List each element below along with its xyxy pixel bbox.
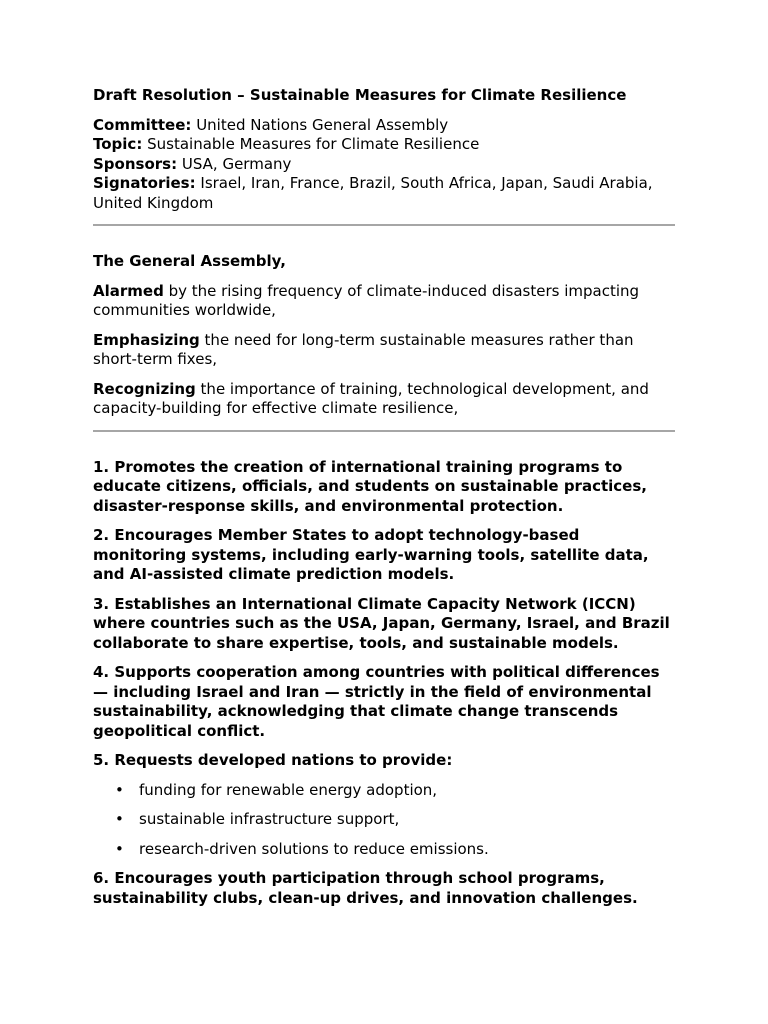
committee-value: United Nations General Assembly: [196, 115, 449, 134]
preamble-heading: The General Assembly,: [93, 252, 286, 270]
committee-line: [93, 116, 675, 136]
operative-clause-2: 2. Encourages Member States to adopt technology-based monitoring systems, including early-warning tools, satellite data, and AI-assisted climate prediction models.: [93, 526, 649, 583]
list-item: [93, 781, 675, 801]
committee-label: Committee:: [93, 115, 192, 134]
clause-5-bullet-list: [93, 781, 675, 860]
operative-clause-4: 4. Supports cooperation among countries with political differences — including Israel and Iran — strictly in the field of environmental sustainability, acknowledging that climate change transcends geopolitical conflict.: [93, 663, 660, 740]
signatories-label: Signatories:: [93, 174, 196, 192]
list-item: [93, 840, 675, 860]
bullet-text: sustainable infrastructure support,: [139, 810, 400, 828]
meta-block: [93, 116, 675, 214]
topic-label: Topic:: [93, 135, 143, 153]
signatories-line: [93, 174, 675, 213]
bullet-icon: •: [115, 839, 124, 858]
preamble-keyword: Alarmed: [93, 281, 164, 300]
operative-clause-3: 3. Establishes an International Climate Capacity Network (ICCN) where countries such as the USA, Japan, Germany, Israel, and Brazil collaborate to share expertise, tools, and sustainable models.: [93, 594, 670, 652]
preamble-clause: [93, 331, 675, 370]
topic-line: [93, 135, 675, 155]
bullet-text: research-driven solutions to reduce emissions.: [139, 839, 489, 858]
divider-bottom: [93, 430, 675, 432]
topic-value: Sustainable Measures for Climate Resilience: [147, 135, 480, 153]
operative-clauses: [93, 458, 675, 909]
sponsors-value: USA, Germany: [181, 154, 292, 173]
preamble-clause: [93, 282, 675, 321]
preamble-keyword: Emphasizing: [93, 330, 200, 349]
bullet-icon: •: [115, 810, 124, 828]
sponsors-line: [93, 155, 675, 175]
operative-clause-1: 1. Promotes the creation of international training programs to educate citizens, officials, and students on sustainable practices, disaster-response skills, and environmental protection.: [93, 457, 647, 515]
bullet-text: funding for renewable energy adoption,: [139, 780, 438, 799]
list-item: [93, 810, 675, 830]
signatories-value: Israel, Iran, France, Brazil, South Africa, Japan, Saudi Arabia, United Kingdom: [93, 174, 653, 212]
document-title: Draft Resolution – Sustainable Measures for Climate Resilience: [93, 86, 627, 104]
divider-top: [93, 224, 675, 226]
bullet-icon: •: [115, 780, 124, 799]
resolution-document: [93, 86, 675, 918]
operative-clause-6: 6. Encourages youth participation through school programs, sustainability clubs, clean-up drives, and innovation challenges.: [93, 869, 638, 907]
preamble-text: the importance of training, technological development, and capacity-building for effective climate resilience,: [93, 379, 649, 417]
operative-clause-5: 5. Requests developed nations to provide:: [93, 751, 453, 769]
preamble-text: the need for long-term sustainable measures rather than short-term fixes,: [93, 330, 634, 368]
sponsors-label: Sponsors:: [93, 154, 178, 173]
preamble-text: by the rising frequency of climate-induced disasters impacting communities worldwide,: [93, 281, 640, 319]
preamble-clause: [93, 380, 675, 419]
preamble-keyword: Recognizing: [93, 379, 196, 398]
